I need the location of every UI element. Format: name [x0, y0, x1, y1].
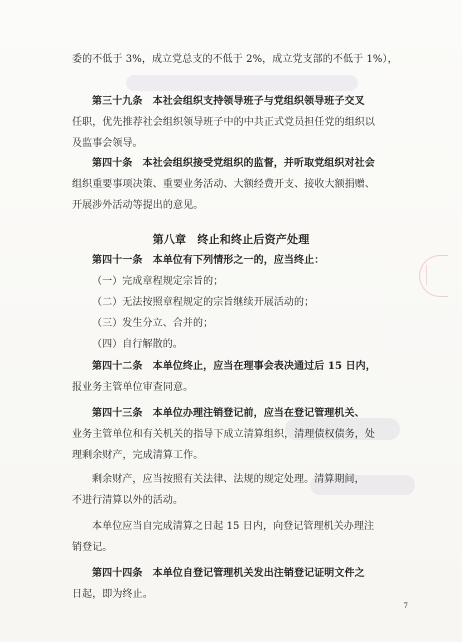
text-line: 任职，优先推荐社会组织领导班子中的中共正式党员担任党的组织以 — [72, 117, 375, 128]
list-item: （一）完成章程规定宗旨的； — [92, 276, 224, 287]
text-line: 理剩余财产，完成清算工作。 — [72, 450, 204, 461]
article-heading: 第四十二条 本单位终止，应当在理事会表决通过后 15 日内， — [92, 361, 376, 372]
article-heading: 第三十九条 本社会组织支持领导班子与党组织领导班子交叉 — [92, 96, 365, 107]
list-item: （二）无法按照章程规定的宗旨继续开展活动的； — [92, 297, 315, 308]
text-line: 开展涉外活动等提出的意见。 — [72, 200, 204, 211]
text-line: 日起，即为终止。 — [72, 589, 153, 600]
text-line: 及监事会领导。 — [72, 138, 143, 149]
article-heading: 第四十一条 本单位有下列情形之一的，应当终止： — [92, 255, 325, 266]
text-line: 委的不低于 3%，成立党总支的不低于 2%，成立党支部的不低于 1%）， — [72, 54, 398, 65]
text-line: 不进行清算以外的活动。 — [72, 495, 184, 506]
text-line: 销登记。 — [72, 542, 113, 553]
text-line: 业务主管单位和有关机关的指导下成立清算组织，清理债权债务，处 — [72, 429, 375, 440]
page-number: 7 — [403, 602, 408, 610]
chapter-title: 第八章 终止和终止后资产处理 — [152, 233, 310, 246]
text-line: 本单位应当自完成清算之日起 15 日内，向登记管理机关办理注 — [92, 521, 375, 532]
list-item: （三）发生分立、合并的； — [92, 318, 214, 329]
article-heading: 第四十三条 本单位办理注销登记前，应当在登记管理机关、 — [92, 408, 365, 419]
article-heading: 第四十四条 本单位自登记管理机关发出注销登记证明文件之 — [92, 568, 365, 579]
text-line: 组织重要事项决策、重要业务活动、大额经费开支、接收大额捐赠、 — [72, 179, 375, 190]
text-line: 剩余财产，应当按照有关法律、法规的规定处理。清算期间， — [92, 474, 365, 485]
list-item: （四）自行解散的。 — [92, 339, 183, 350]
article-heading: 第四十条 本社会组织接受党组织的监督，并听取党组织对社会 — [92, 158, 375, 169]
text-line: 报业务主管单位审查同意。 — [72, 382, 194, 393]
